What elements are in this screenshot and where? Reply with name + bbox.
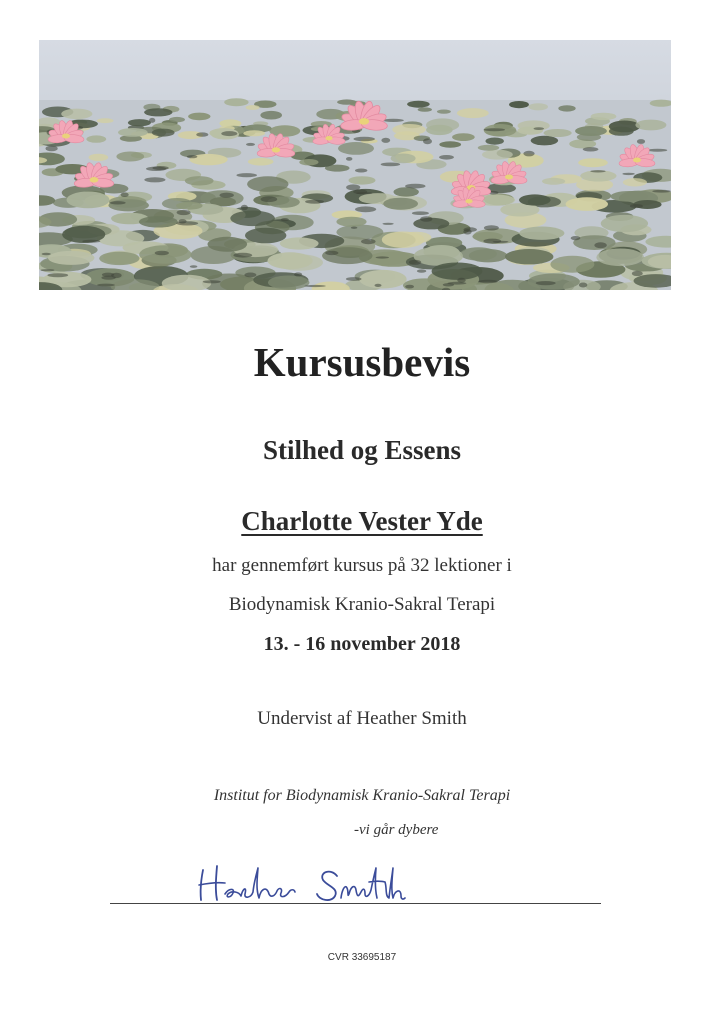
cvr-number: CVR 33695187 (327, 952, 397, 963)
teacher-line: Undervist af Heather Smith (257, 708, 467, 729)
institute-name: Institut for Biodynamisk Kranio-Sakral Terapi (213, 787, 511, 804)
completion-text: har gennemført kursus på 32 lektioner i (212, 555, 512, 576)
handwritten-signature (195, 858, 455, 908)
water-lily-banner-image (39, 40, 671, 290)
course-dates: 13. - 16 november 2018 (263, 633, 461, 655)
institute-motto: -vi går dybere (354, 822, 439, 838)
recipient-name: Charlotte Vester Yde (241, 506, 483, 536)
certificate-title: Kursusbevis (253, 339, 471, 385)
signature-line (110, 903, 601, 904)
course-name: Stilhed og Essens (262, 435, 462, 465)
discipline-text: Biodynamisk Kranio-Sakral Terapi (228, 594, 496, 615)
